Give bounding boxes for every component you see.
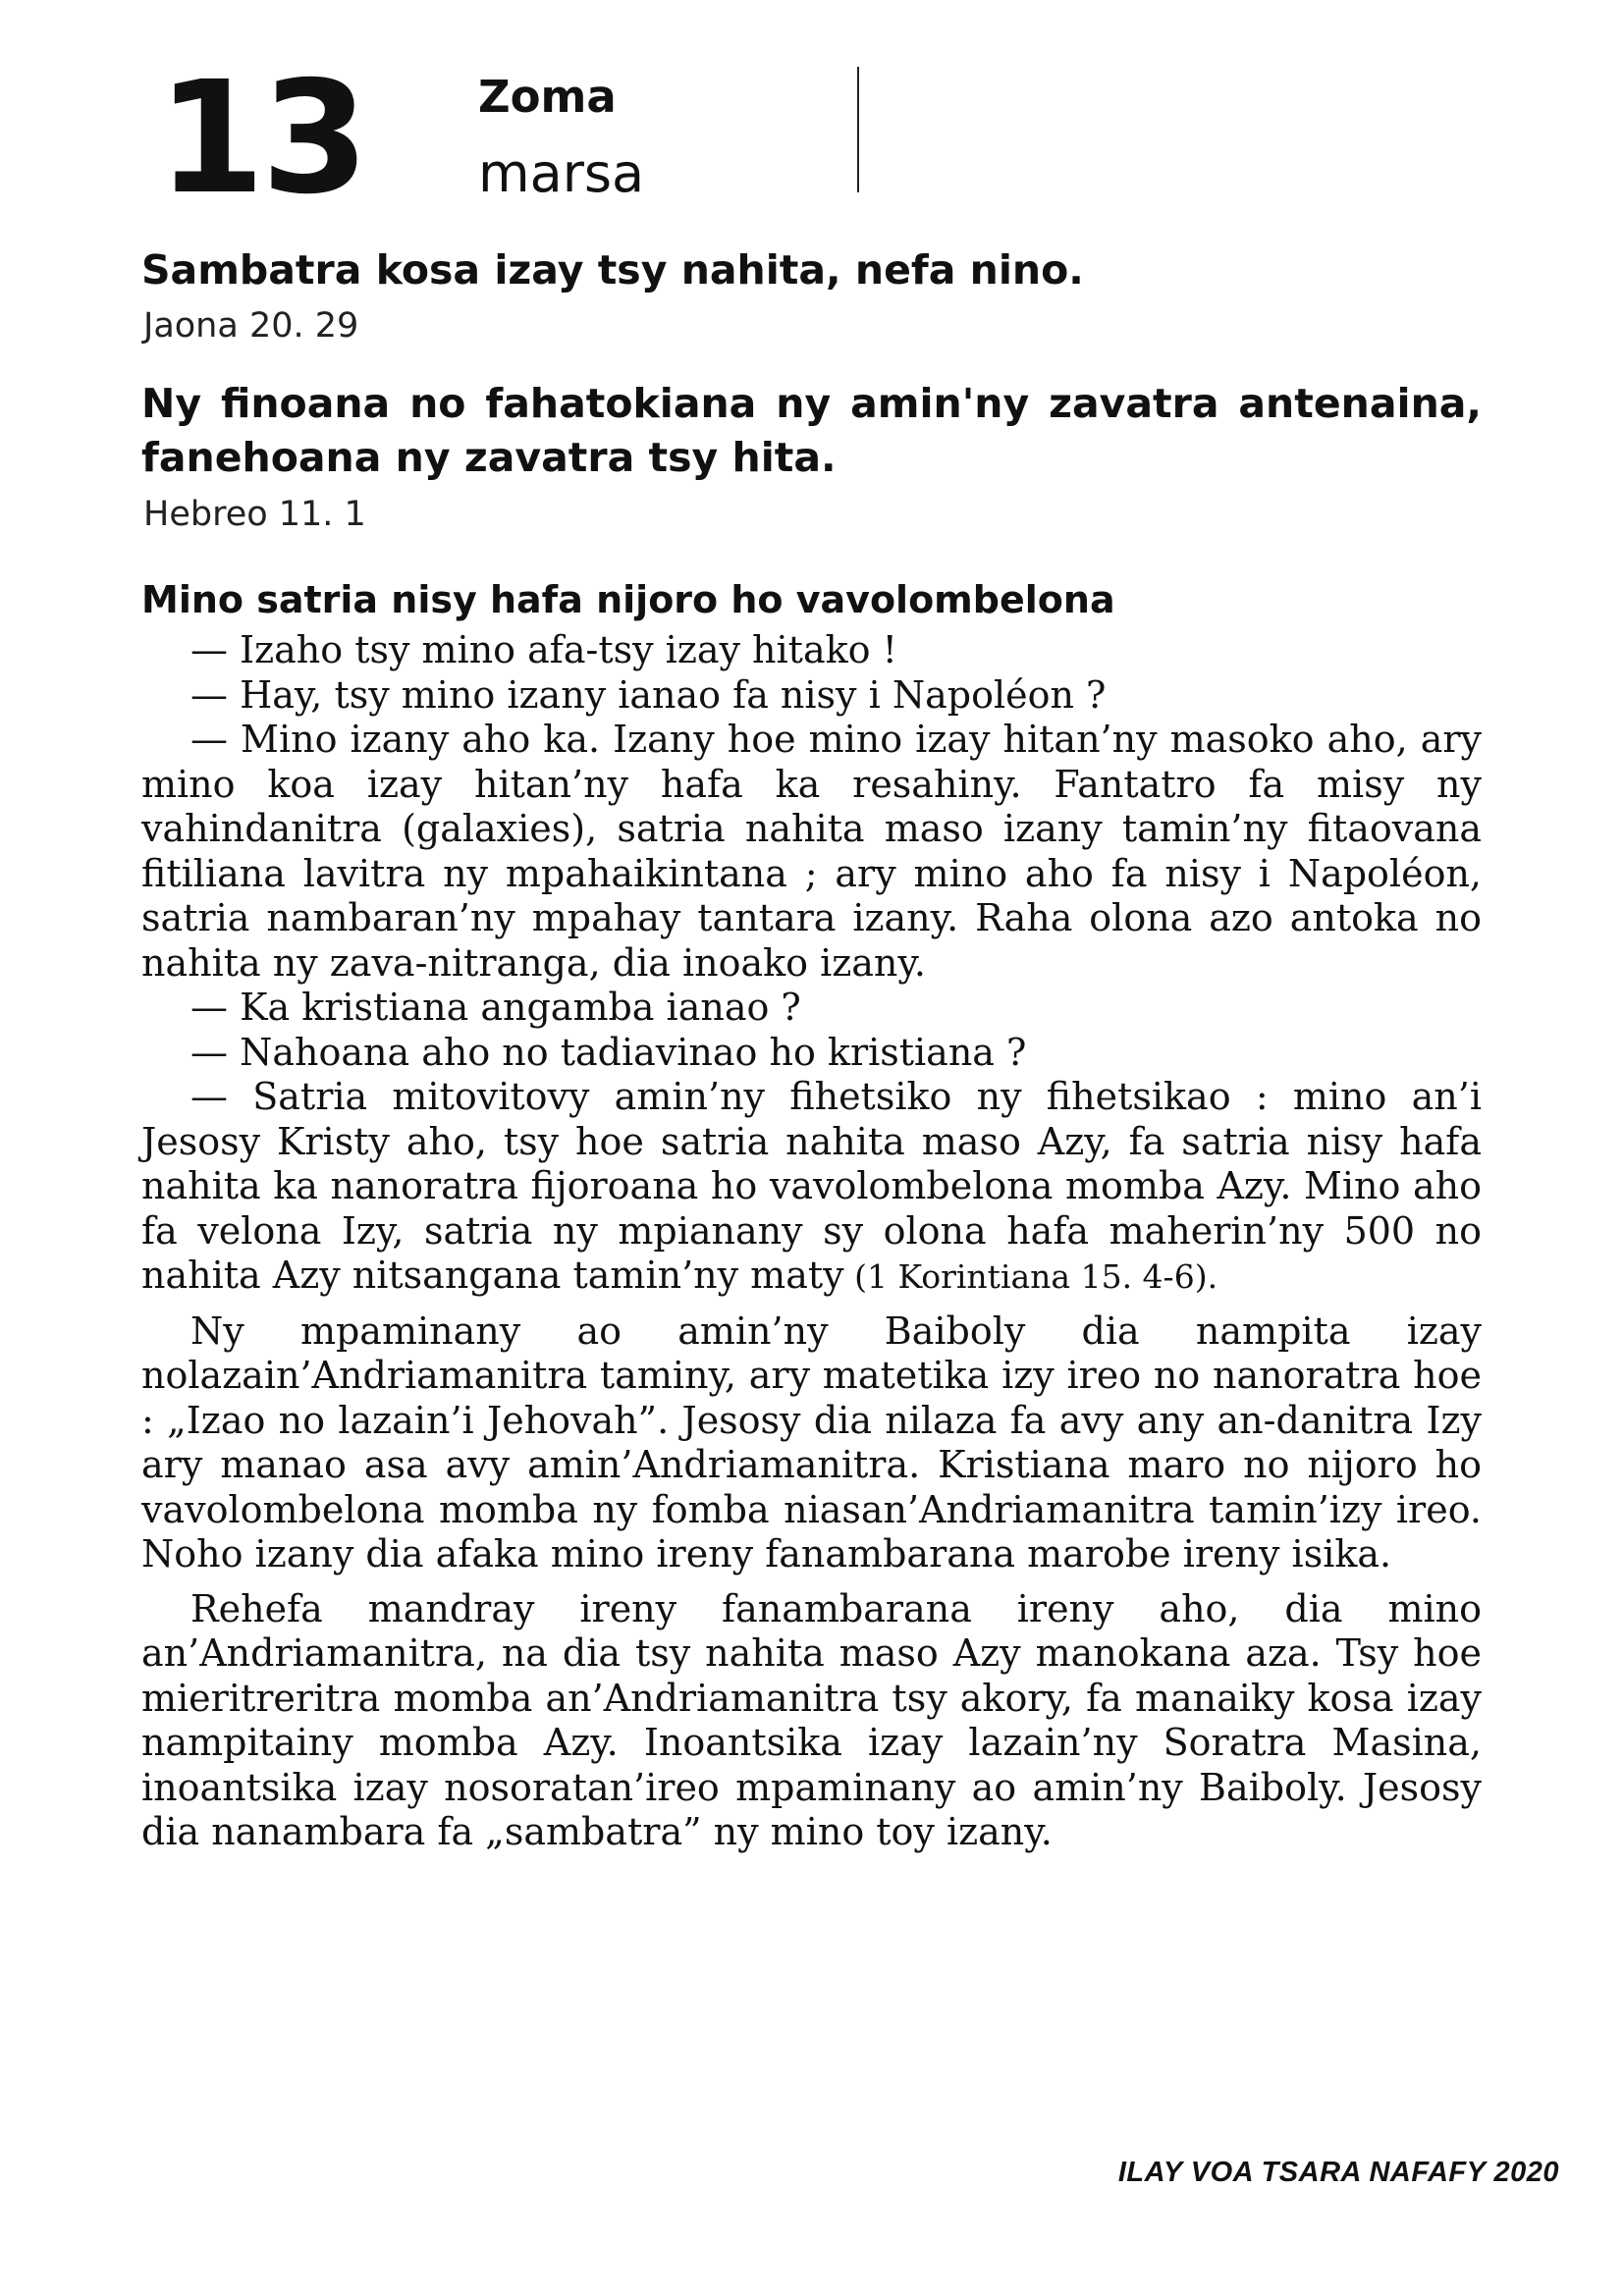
weekday: Zoma bbox=[478, 71, 617, 123]
article-title: Mino satria nisy hafa nijoro ho vavolombelona bbox=[141, 578, 1115, 621]
verse-text: Ny finoana no fahatokiana ny amin'ny zavatra antenaina, fanehoana ny zavatra tsy hita. bbox=[141, 380, 1482, 481]
verse-text: Sambatra kosa izay tsy nahita, nefa nino. bbox=[141, 246, 1084, 294]
publication-footer: ILAY VOA TSARA NAFAFY 2020 bbox=[1117, 2157, 1559, 2188]
paragraph: — Hay, tsy mino izany ianao fa nisy i Napoléon ? bbox=[190, 672, 1107, 717]
article-body bbox=[141, 628, 1482, 1855]
paragraph: — Nahoana aho no tadiavinao ho kristiana ? bbox=[190, 1030, 1027, 1074]
paragraph: — Izaho tsy mino afa-tsy izay hitako ! bbox=[190, 628, 897, 671]
bible-reference: (1 Korintiana 15. 4-6). bbox=[843, 1257, 1218, 1296]
month: marsa bbox=[478, 142, 645, 204]
header-divider bbox=[857, 67, 859, 192]
paragraph: Rehefa mandray ireny fanambarana ireny aho, dia mino an’Andriamanitra, na dia tsy nahita maso Azy manokana aza. Tsy hoe mieritreritra momba an’Andriamanitra tsy akory, fa manaiky kosa izay nampitainy momba Azy. Inoantsika izay lazain’ny Soratra Masina, inoantsika izay nosoratan’ireo mpaminany ao amin’ny Baiboly. Jesosy dia nanambara fa „sambatra” ny mino toy izany. bbox=[141, 1586, 1482, 1853]
paragraph bbox=[141, 1075, 1482, 1300]
paragraph-text: — Satria mitovitovy amin’ny fihetsiko ny fihetsikao : mino an’i Jesosy Kristy aho, tsy hoe satria nahita maso Azy, fa satria nisy hafa nahita ka nanoratra fijoroana ho vavolombelona momba Azy. Mino aho fa velona Izy, satria ny mpianany sy olona hafa maherin’ny 500 no nahita Azy nitsangana tamin’ny maty bbox=[141, 1075, 1482, 1297]
paragraph: — Mino izany aho ka. Izany hoe mino izay hitan’ny masoko aho, ary mino koa izay hitan’ny hafa ka resahiny. Fantatro fa misy ny vahindanitra (galaxies), satria nahita maso izany tamin’ny fitaovana fitiliana lavitra ny mpahaikintana ; ary mino aho fa nisy i Napoléon, satria nambaran’ny mpahay tantara izany. Raha olona azo antoka no nahita ny zava-nitranga, dia inoako izany. bbox=[141, 718, 1482, 985]
verse-reference: Jaona 20. 29 bbox=[143, 306, 359, 346]
paragraph: Ny mpaminany ao amin’ny Baiboly dia nampita izay nolazain’Andriamanitra taminy, ary matetika izy ireo no nanoratra hoe : „Izao no lazain’i Jehovah”. Jesosy dia nilaza fa avy any an-danitra Izy ary manao asa avy amin’Andriamanitra. Kristiana maro no nijoro ho vavolombelona momba ny fomba niasan’Andriamanitra tamin’izy ireo. Noho izany dia afaka mino ireny fanambarana marobe ireny isika. bbox=[141, 1308, 1482, 1575]
verse-reference: Hebreo 11. 1 bbox=[143, 495, 366, 534]
day-number: 13 bbox=[157, 48, 365, 229]
paragraph: — Ka kristiana angamba ianao ? bbox=[190, 986, 801, 1029]
